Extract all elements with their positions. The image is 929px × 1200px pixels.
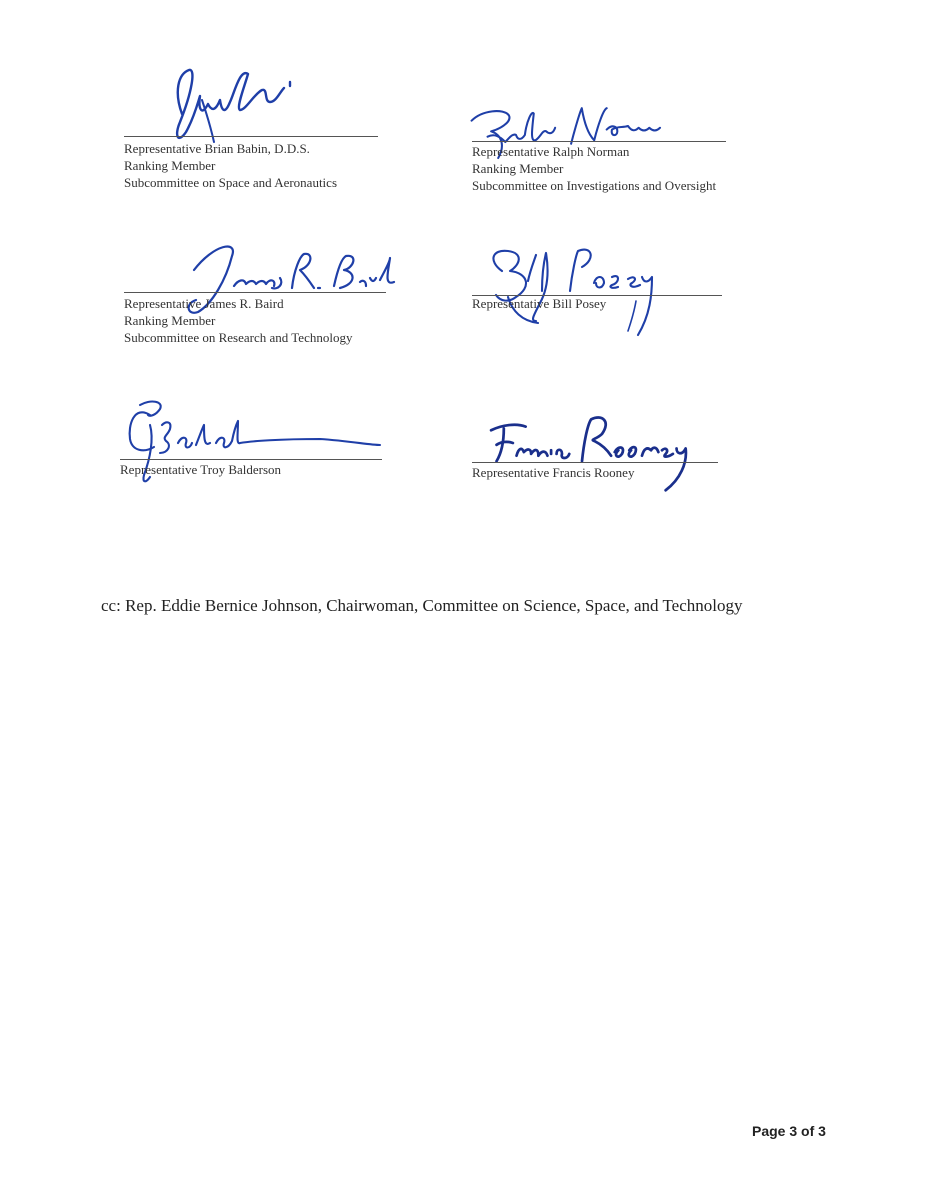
signature-caption-balderson	[120, 461, 281, 478]
signature-block-baird	[124, 220, 386, 360]
signature-caption-rooney	[472, 464, 634, 481]
signature-rooney	[472, 403, 732, 503]
signature-balderson	[120, 385, 380, 495]
signature-babin	[144, 52, 404, 152]
caption-name: Representative Brian Babin, D.D.S.	[124, 141, 310, 156]
caption-title: Ranking Member	[124, 313, 216, 328]
signature-block-norman	[472, 60, 734, 200]
signature-line	[124, 136, 378, 137]
caption-title: Ranking Member	[124, 158, 216, 173]
caption-subcommittee: Subcommittee on Investigations and Oversight	[472, 178, 717, 193]
caption-name: Representative Francis Rooney	[472, 465, 635, 480]
signature-caption-norman	[472, 143, 716, 194]
signature-line	[120, 459, 382, 460]
signature-line	[472, 462, 718, 463]
caption-name: Representative Troy Balderson	[120, 462, 282, 477]
caption-subcommittee: Subcommittee on Space and Aeronautics	[124, 175, 338, 190]
caption-name: Representative James R. Baird	[124, 296, 284, 311]
signature-caption-babin	[124, 140, 337, 191]
cc-line: cc: Rep. Eddie Bernice Johnson, Chairwoman, Committee on Science, Space, and Technology	[101, 596, 743, 615]
page-number: Page 3 of 3	[752, 1123, 826, 1139]
signature-posey	[472, 225, 732, 345]
signature-line	[124, 292, 386, 293]
caption-title: Ranking Member	[472, 161, 564, 176]
signature-block-balderson	[120, 385, 382, 495]
signature-caption-posey	[472, 295, 606, 312]
signature-line	[472, 141, 726, 142]
signature-caption-baird	[124, 295, 352, 346]
signature-block-posey	[472, 225, 734, 345]
caption-subcommittee: Subcommittee on Research and Technology	[124, 330, 353, 345]
caption-name: Representative Bill Posey	[472, 296, 607, 311]
caption-name: Representative Ralph Norman	[472, 144, 630, 159]
signature-block-babin	[124, 40, 386, 200]
signature-block-rooney	[472, 395, 734, 505]
